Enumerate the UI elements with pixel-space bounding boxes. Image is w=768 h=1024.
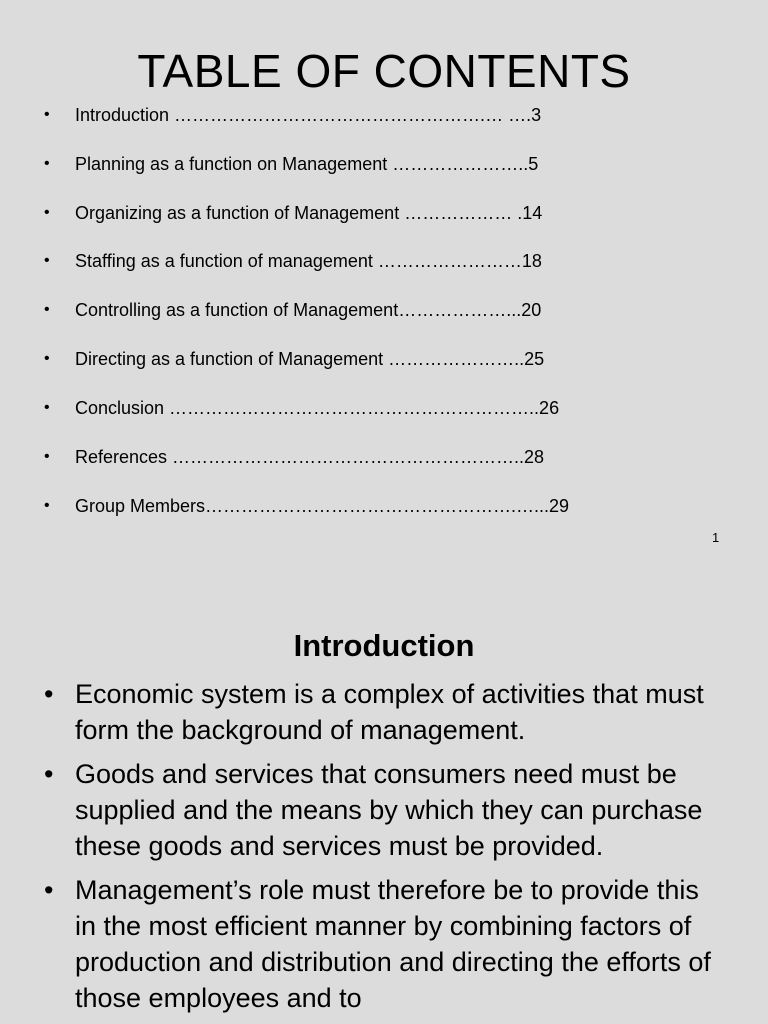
bullet: • — [44, 875, 54, 905]
list-item — [0, 676, 768, 748]
bullet: • — [44, 106, 50, 123]
page-number: 1 — [712, 530, 720, 545]
toc-item-text: Staffing as a function of management ……………………18 — [75, 251, 542, 271]
introduction-slide — [0, 600, 768, 1024]
toc-item-text: References …………………………………………………..28 — [75, 447, 545, 467]
bullet: • — [44, 448, 50, 465]
introduction-list — [0, 676, 768, 1024]
bullet: • — [44, 155, 50, 172]
bullet: • — [44, 497, 50, 514]
toc-item-introduction — [0, 100, 768, 130]
bullet: • — [44, 350, 50, 367]
list-item-text: Management’s role must therefore be to provide this in the most efficient manner by combining factors of production and distribution and directing the efforts of those employees and to — [75, 875, 711, 1013]
toc-item-text: Conclusion ……………………………………………………..26 — [75, 398, 560, 418]
bullet: • — [44, 399, 50, 416]
toc-item-controlling — [0, 295, 768, 325]
list-item — [0, 756, 768, 864]
toc-item-text: Directing as a function of Management …………………..25 — [75, 349, 545, 369]
toc-item-text: Introduction …………………………………………….… ….3 — [75, 105, 542, 125]
bullet: • — [44, 301, 50, 318]
bullet: • — [44, 204, 50, 221]
toc-item-text: Group Members…………………………………………….…...29 — [75, 496, 570, 516]
list-item-text: Economic system is a complex of activities that must form the background of management. — [75, 679, 704, 745]
toc-title: TABLE OF CONTENTS — [137, 45, 631, 97]
toc-item-text: Organizing as a function of Management ……………… .14 — [75, 203, 543, 223]
toc-item-directing — [0, 344, 768, 374]
toc-item-staffing — [0, 246, 768, 276]
toc-item-text: Controlling as a function of Management………………...20 — [75, 300, 542, 320]
bullet: • — [44, 679, 54, 709]
toc-item-conclusion — [0, 393, 768, 423]
toc-item-text: Planning as a function on Management …………………..5 — [75, 154, 539, 174]
introduction-title: Introduction — [293, 628, 475, 663]
toc-item-planning — [0, 149, 768, 179]
list-item-text: Goods and services that consumers need must be supplied and the means by which they can purchase these goods and services must be provided. — [75, 759, 703, 861]
toc-item-references — [0, 442, 768, 472]
toc-item-organizing — [0, 198, 768, 228]
toc-item-group-members — [0, 491, 768, 521]
list-item — [0, 872, 768, 1016]
bullet: • — [44, 252, 50, 269]
bullet: • — [44, 759, 54, 789]
